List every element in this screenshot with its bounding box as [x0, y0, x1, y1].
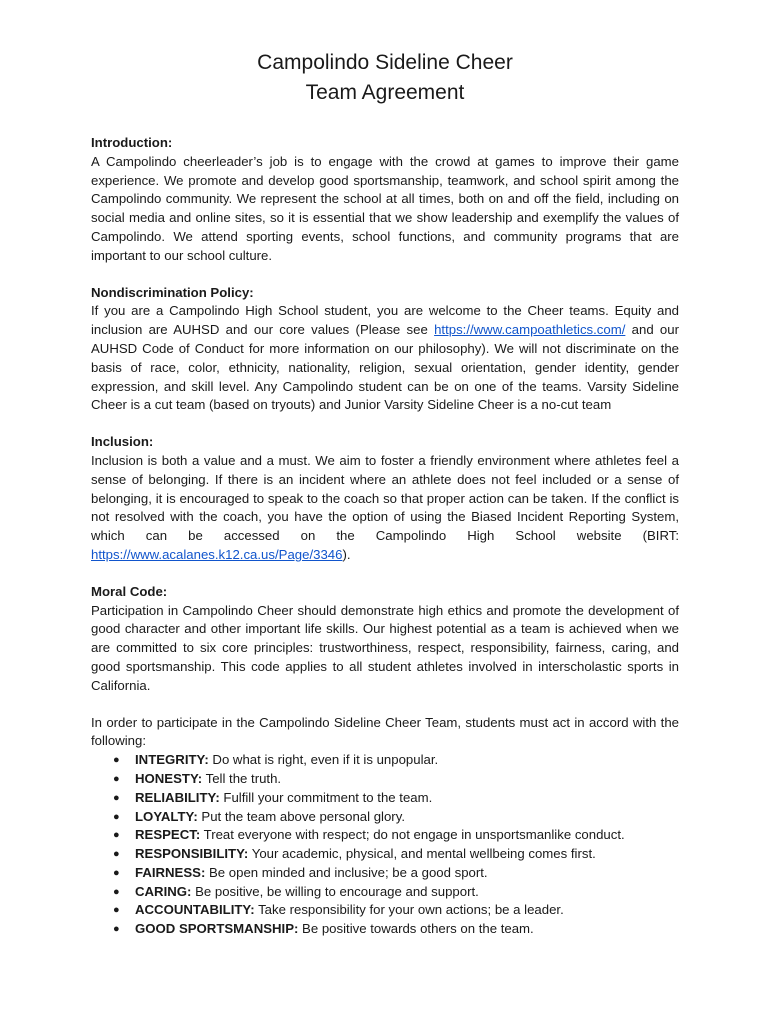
- inclusion-heading: Inclusion:: [91, 434, 154, 450]
- introduction-text: A Campolindo cheerleader’s job is to engage with the crowd at games to improve their game experience. We promote and develop good sportsmanship, teamwork, and school spirit among the Campolindo community. We represent the school at all times, both on and off the field, including on social media and online sites, so it is essential that we show leadership and exemplify the values of Campolindo. We attend sporting events, school functions, and community programs that are important to our school culture.: [91, 153, 679, 263]
- principle-term: CARING:: [135, 883, 192, 899]
- list-item: [111, 883, 679, 902]
- principle-desc: Be positive, be willing to encourage and support.: [191, 883, 479, 899]
- list-item: [111, 826, 679, 845]
- inclusion-text-before: Inclusion is both a value and a must. We aim to foster a friendly environment where athletes feel a sense of belonging. If there is an incident where an athlete does not feel included or a sense of belonging, it is encouraged to speak to the coach so that proper action can be taken. If the conflict is not resolved with the coach, you have the option of using the Biased Incident Reporting System, which can be accessed on the Campolindo High School website (BIRT:: [91, 452, 679, 544]
- introduction-heading: Introduction:: [91, 135, 173, 150]
- inclusion-text: [91, 452, 679, 565]
- bullet-icon: ●: [113, 810, 120, 823]
- introduction-section: [91, 134, 679, 266]
- principle-term: ACCOUNTABILITY:: [135, 902, 255, 918]
- list-item: [111, 845, 679, 864]
- moral-code-heading: Moral Code:: [91, 583, 168, 599]
- principle-term: RESPONSIBILITY:: [135, 846, 249, 862]
- bullet-icon: ●: [113, 791, 120, 804]
- moral-code-section: [91, 583, 679, 696]
- inclusion-text-after: ).: [342, 546, 351, 562]
- document-page: [91, 48, 679, 957]
- principle-desc: Be positive towards others on the team.: [298, 921, 534, 937]
- principle-term: RESPECT:: [135, 827, 201, 843]
- principle-desc: Fulfill your commitment to the team.: [219, 789, 433, 805]
- principle-desc: Your academic, physical, and mental wellbeing comes first.: [248, 846, 596, 862]
- principle-desc: Do what is right, even if it is unpopular.: [208, 752, 439, 768]
- list-item: [111, 751, 679, 770]
- principle-desc: Treat everyone with respect; do not engage in unsportsmanlike conduct.: [200, 827, 625, 843]
- principle-term: FAIRNESS:: [135, 864, 206, 880]
- bullet-icon: ●: [113, 885, 120, 898]
- bullet-icon: ●: [113, 866, 120, 879]
- document-title: [91, 48, 679, 108]
- title-line-2: Team Agreement: [305, 81, 465, 104]
- participation-section: [91, 714, 679, 940]
- list-item: [111, 864, 679, 883]
- principle-desc: Take responsibility for your own actions; be a leader.: [254, 902, 564, 918]
- list-item: [111, 789, 679, 808]
- principles-list: [91, 751, 679, 939]
- nondiscrimination-text-after: and our AUHSD Code of Conduct for more information on our philosophy). We will not discriminate on the basis of race, color, ethnicity, nationality, religion, sexual orientation, gender identity, gender expression, and skill level. Any Campolindo student can be on one of the teams. Varsity Sideline Cheer is a cut team (based on tryouts) and Junior Varsity Sideline Cheer is a no-cut team: [91, 322, 679, 413]
- list-item: [111, 808, 679, 827]
- moral-code-text: Participation in Campolindo Cheer should demonstrate high ethics and promote the development of good character and other important life skills. Our highest potential as a team is achieved when we are committed to six core principles: trustworthiness, respect, responsibility, fairness, caring, and good sportsmanship. This code applies to all student athletes involved in interscholastic sports in California.: [91, 602, 679, 693]
- principle-desc: Put the team above personal glory.: [197, 808, 405, 824]
- title-line-1: Campolindo Sideline Cheer: [257, 51, 513, 74]
- principle-term: HONESTY:: [135, 770, 203, 786]
- principle-term: LOYALTY:: [135, 808, 198, 824]
- inclusion-section: [91, 433, 679, 565]
- bullet-icon: ●: [113, 848, 120, 861]
- bullet-icon: ●: [113, 772, 120, 785]
- participation-intro: In order to participate in the Campolindo Sideline Cheer Team, students must act in accord with the following:: [91, 714, 679, 749]
- principle-desc: Be open minded and inclusive; be a good sport.: [205, 864, 488, 880]
- nondiscrimination-text-before: If you are a Campolindo High School student, you are welcome to the Cheer teams. Equity and inclusion are AUHSD and our core values (Please see: [91, 303, 679, 338]
- nondiscrimination-text: [91, 302, 679, 415]
- principle-term: INTEGRITY:: [135, 752, 209, 768]
- bullet-icon: ●: [113, 754, 120, 767]
- bullet-icon: ●: [113, 904, 120, 917]
- bullet-icon: ●: [113, 923, 120, 936]
- principle-term: RELIABILITY:: [135, 789, 220, 805]
- nondiscrimination-section: [91, 284, 679, 416]
- birt-link[interactable]: https://www.acalanes.k12.ca.us/Page/3346: [91, 546, 343, 562]
- list-item: [111, 920, 679, 939]
- principle-term: GOOD SPORTSMANSHIP:: [135, 921, 299, 937]
- principle-desc: Tell the truth.: [202, 770, 282, 786]
- nondiscrimination-heading: Nondiscrimination Policy:: [91, 284, 254, 300]
- campoathletics-link[interactable]: https://www.campoathletics.com/: [434, 322, 626, 338]
- list-item: [111, 901, 679, 920]
- list-item: [111, 770, 679, 789]
- bullet-icon: ●: [113, 829, 120, 842]
